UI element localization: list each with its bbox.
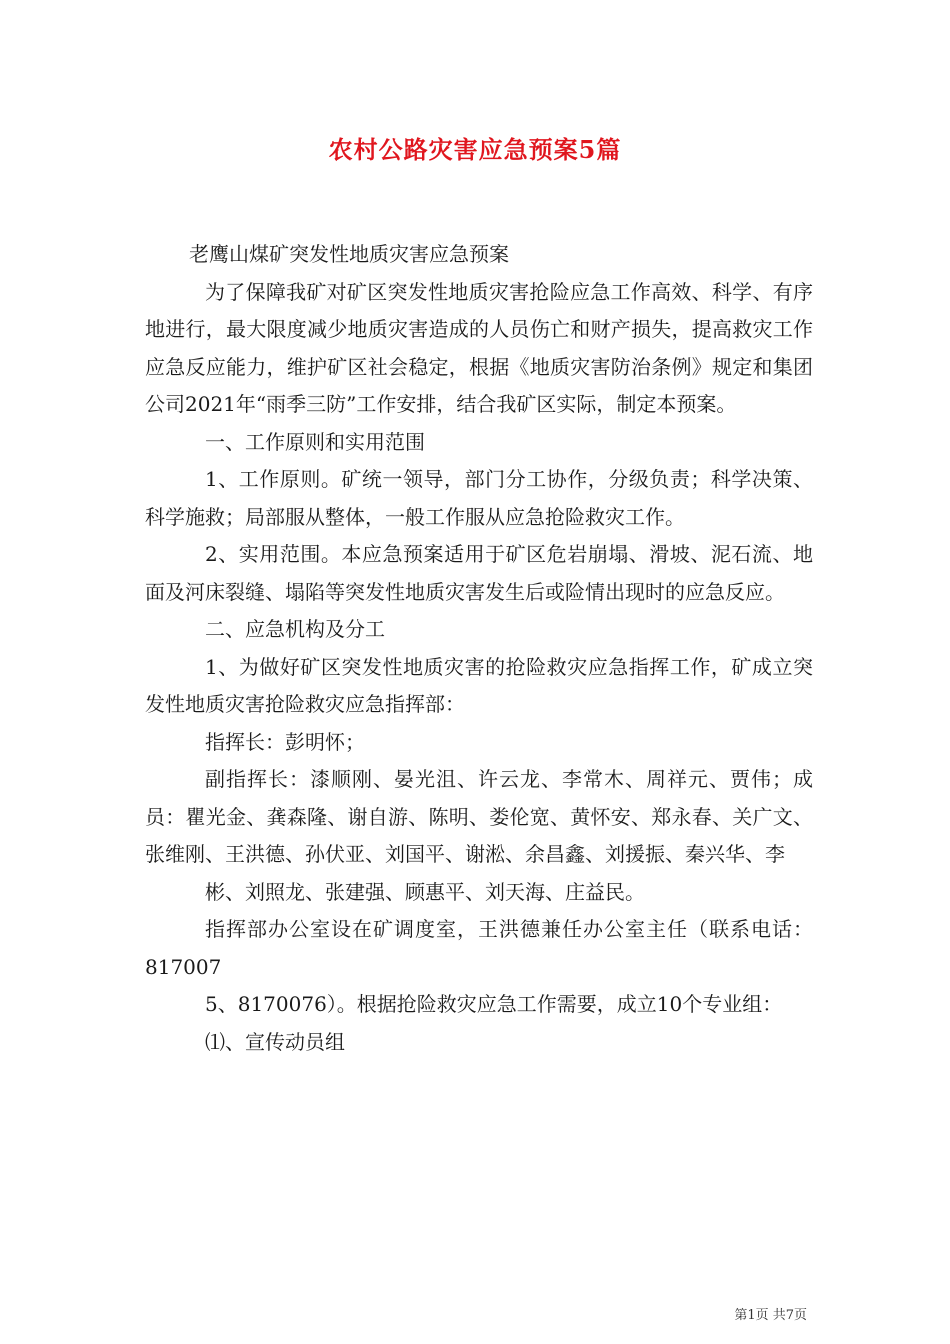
paragraph: 1、为做好矿区突发性地质灾害的抢险救灾应急指挥工作，矿成立突发性地质灾害抢险救灾应急指挥部： bbox=[145, 654, 813, 716]
paragraph-heading: 老鹰山煤矿突发性地质灾害应急预案 bbox=[189, 242, 509, 266]
paragraph: 指挥长：彭明怀； bbox=[205, 729, 365, 754]
paragraph: 彬、刘照龙、张建强、顾惠平、刘天海、庄益民。 bbox=[205, 879, 645, 904]
paragraph: 2、实用范围。本应急预案适用于矿区危岩崩塌、滑坡、泥石流、地面及河床裂缝、塌陷等突发性地质灾害发生后或险情出现时的应急反应。 bbox=[145, 542, 813, 604]
paragraph: 1、工作原则。矿统一领导，部门分工协作，分级负责；科学决策、科学施救；局部服从整体，一般工作服从应急抢险救灾工作。 bbox=[145, 467, 813, 529]
page-number-footer: 第1页 共7页 bbox=[734, 1308, 807, 1323]
section-heading: 二、应急机构及分工 bbox=[205, 617, 385, 641]
document-title: 农村公路灾害应急预案5篇 bbox=[328, 135, 622, 164]
document-body bbox=[145, 236, 813, 1061]
paragraph: ⑴、宣传动员组 bbox=[205, 1029, 345, 1054]
paragraph: 副指挥长：漆顺刚、晏光沮、许云龙、李常木、周祥元、贾伟；成员：瞿光金、龚森隆、谢自游、陈明、娄伦宽、黄怀安、郑永春、关广文、张维刚、王洪德、孙伏亚、刘国平、谢淞、余昌鑫、刘援振、秦兴华、李 bbox=[145, 767, 813, 866]
paragraph: 为了保障我矿对矿区突发性地质灾害抢险应急工作高效、科学、有序地进行，最大限度减少地质灾害造成的人员伤亡和财产损失，提高救灾工作应急反应能力，维护矿区社会稳定，根据《地质灾害防治条例》规定和集团公司2021年“雨季三防”工作安排，结合我矿区实际，制定本预案。 bbox=[145, 279, 813, 416]
section-heading: 一、工作原则和实用范围 bbox=[205, 429, 425, 454]
paragraph: 5、8170076）。根据抢险救灾应急工作需要，成立10个专业组： bbox=[205, 992, 783, 1016]
paragraph: 指挥部办公室设在矿调度室，王洪德兼任办公室主任（联系电话：817007 bbox=[145, 917, 813, 979]
